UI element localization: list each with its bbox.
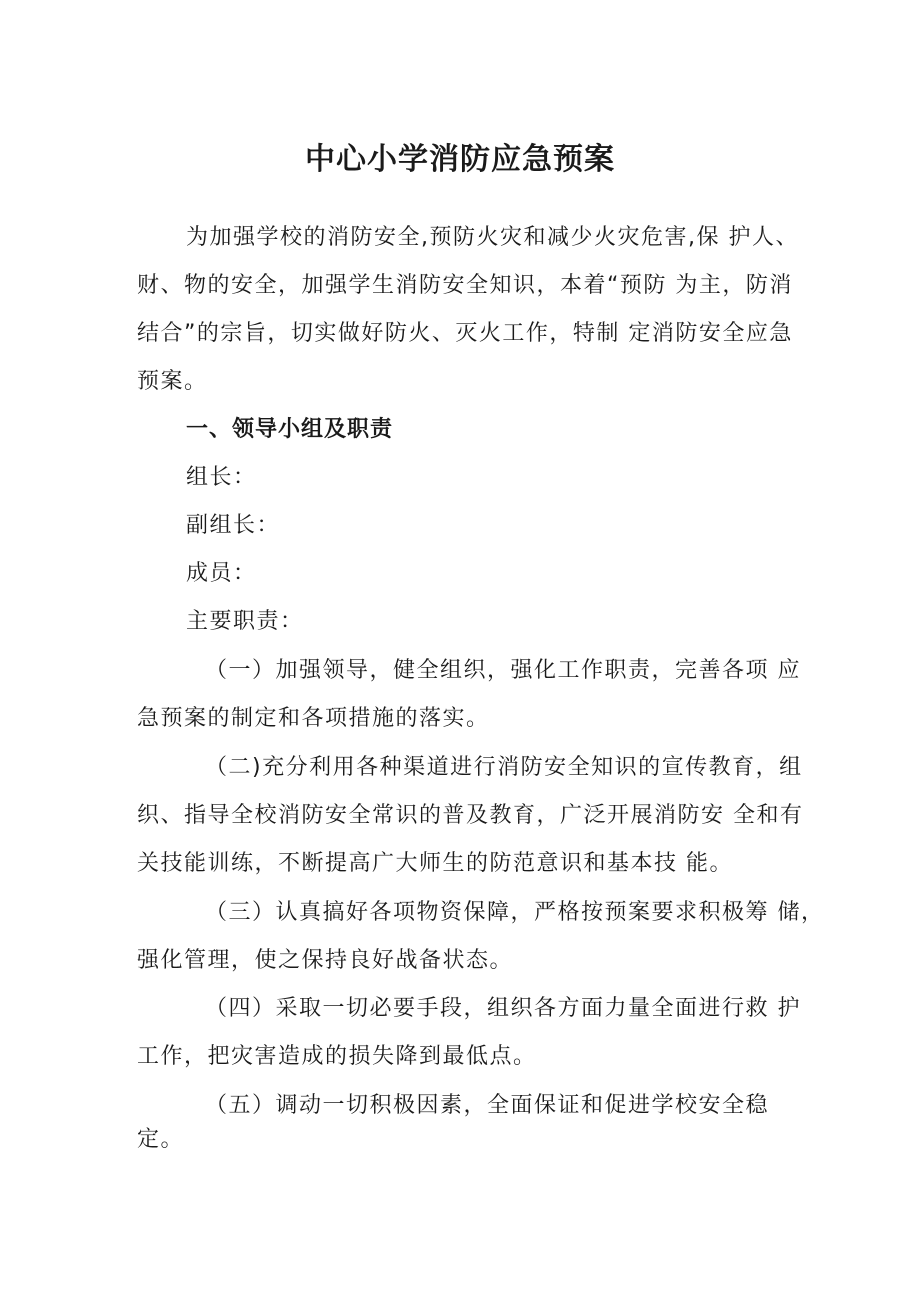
duty-4-line-1: （四）采取一切必要手段，组织各方面力量全面进行救 护 [205, 996, 801, 1021]
main-duties-label: 主要职责： [186, 609, 304, 634]
duty-5-line-2: 定。 [137, 1127, 185, 1152]
document-title: 中心小学消防应急预案 [305, 142, 615, 177]
intro-line-3: 结合”的宗旨，切实做好防火、灭火工作，特制 定消防安全应急 [137, 321, 793, 346]
members-label: 成员： [186, 561, 257, 586]
duty-2-line-1: （二)充分利用各种渠道进行消防安全知识的宣传教育，组 [205, 755, 803, 780]
leader-label: 组长： [186, 465, 257, 490]
duty-2-line-2: 织、指导全校消防安全常识的普及教育，广泛开展消防安 全和有 [137, 803, 804, 828]
duty-4-line-2: 工作，把灾害造成的损失降到最低点。 [137, 1044, 537, 1069]
intro-line-4: 预案。 [137, 369, 208, 394]
intro-line-1: 为加强学校的消防安全,预防火灾和减少火灾危害,保 护人、 [186, 225, 799, 250]
duty-3-line-2: 强化管理，使之保持良好战备状态。 [137, 948, 514, 973]
duty-2-line-3: 关技能训练，不断提高广大师生的防范意识和基本技 能。 [137, 851, 733, 876]
duty-3-line-1: （三）认真搞好各项物资保障，严格按预案要求积极筹 储， [205, 900, 825, 925]
duty-1-line-2: 急预案的制定和各项措施的落实。 [137, 706, 490, 731]
deputy-leader-label: 副组长： [186, 513, 281, 538]
section-heading-leadership: 一、领导小组及职责 [186, 417, 394, 442]
intro-line-2: 财、物的安全，加强学生消防安全知识，本着“预防 为主，防消 [137, 273, 793, 298]
duty-5-line-1: （五）调动一切积极因素，全面保证和促进学校安全稳 [205, 1093, 770, 1118]
duty-1-line-1: （一）加强领导，健全组织，强化工作职责，完善各项 应 [205, 658, 801, 683]
